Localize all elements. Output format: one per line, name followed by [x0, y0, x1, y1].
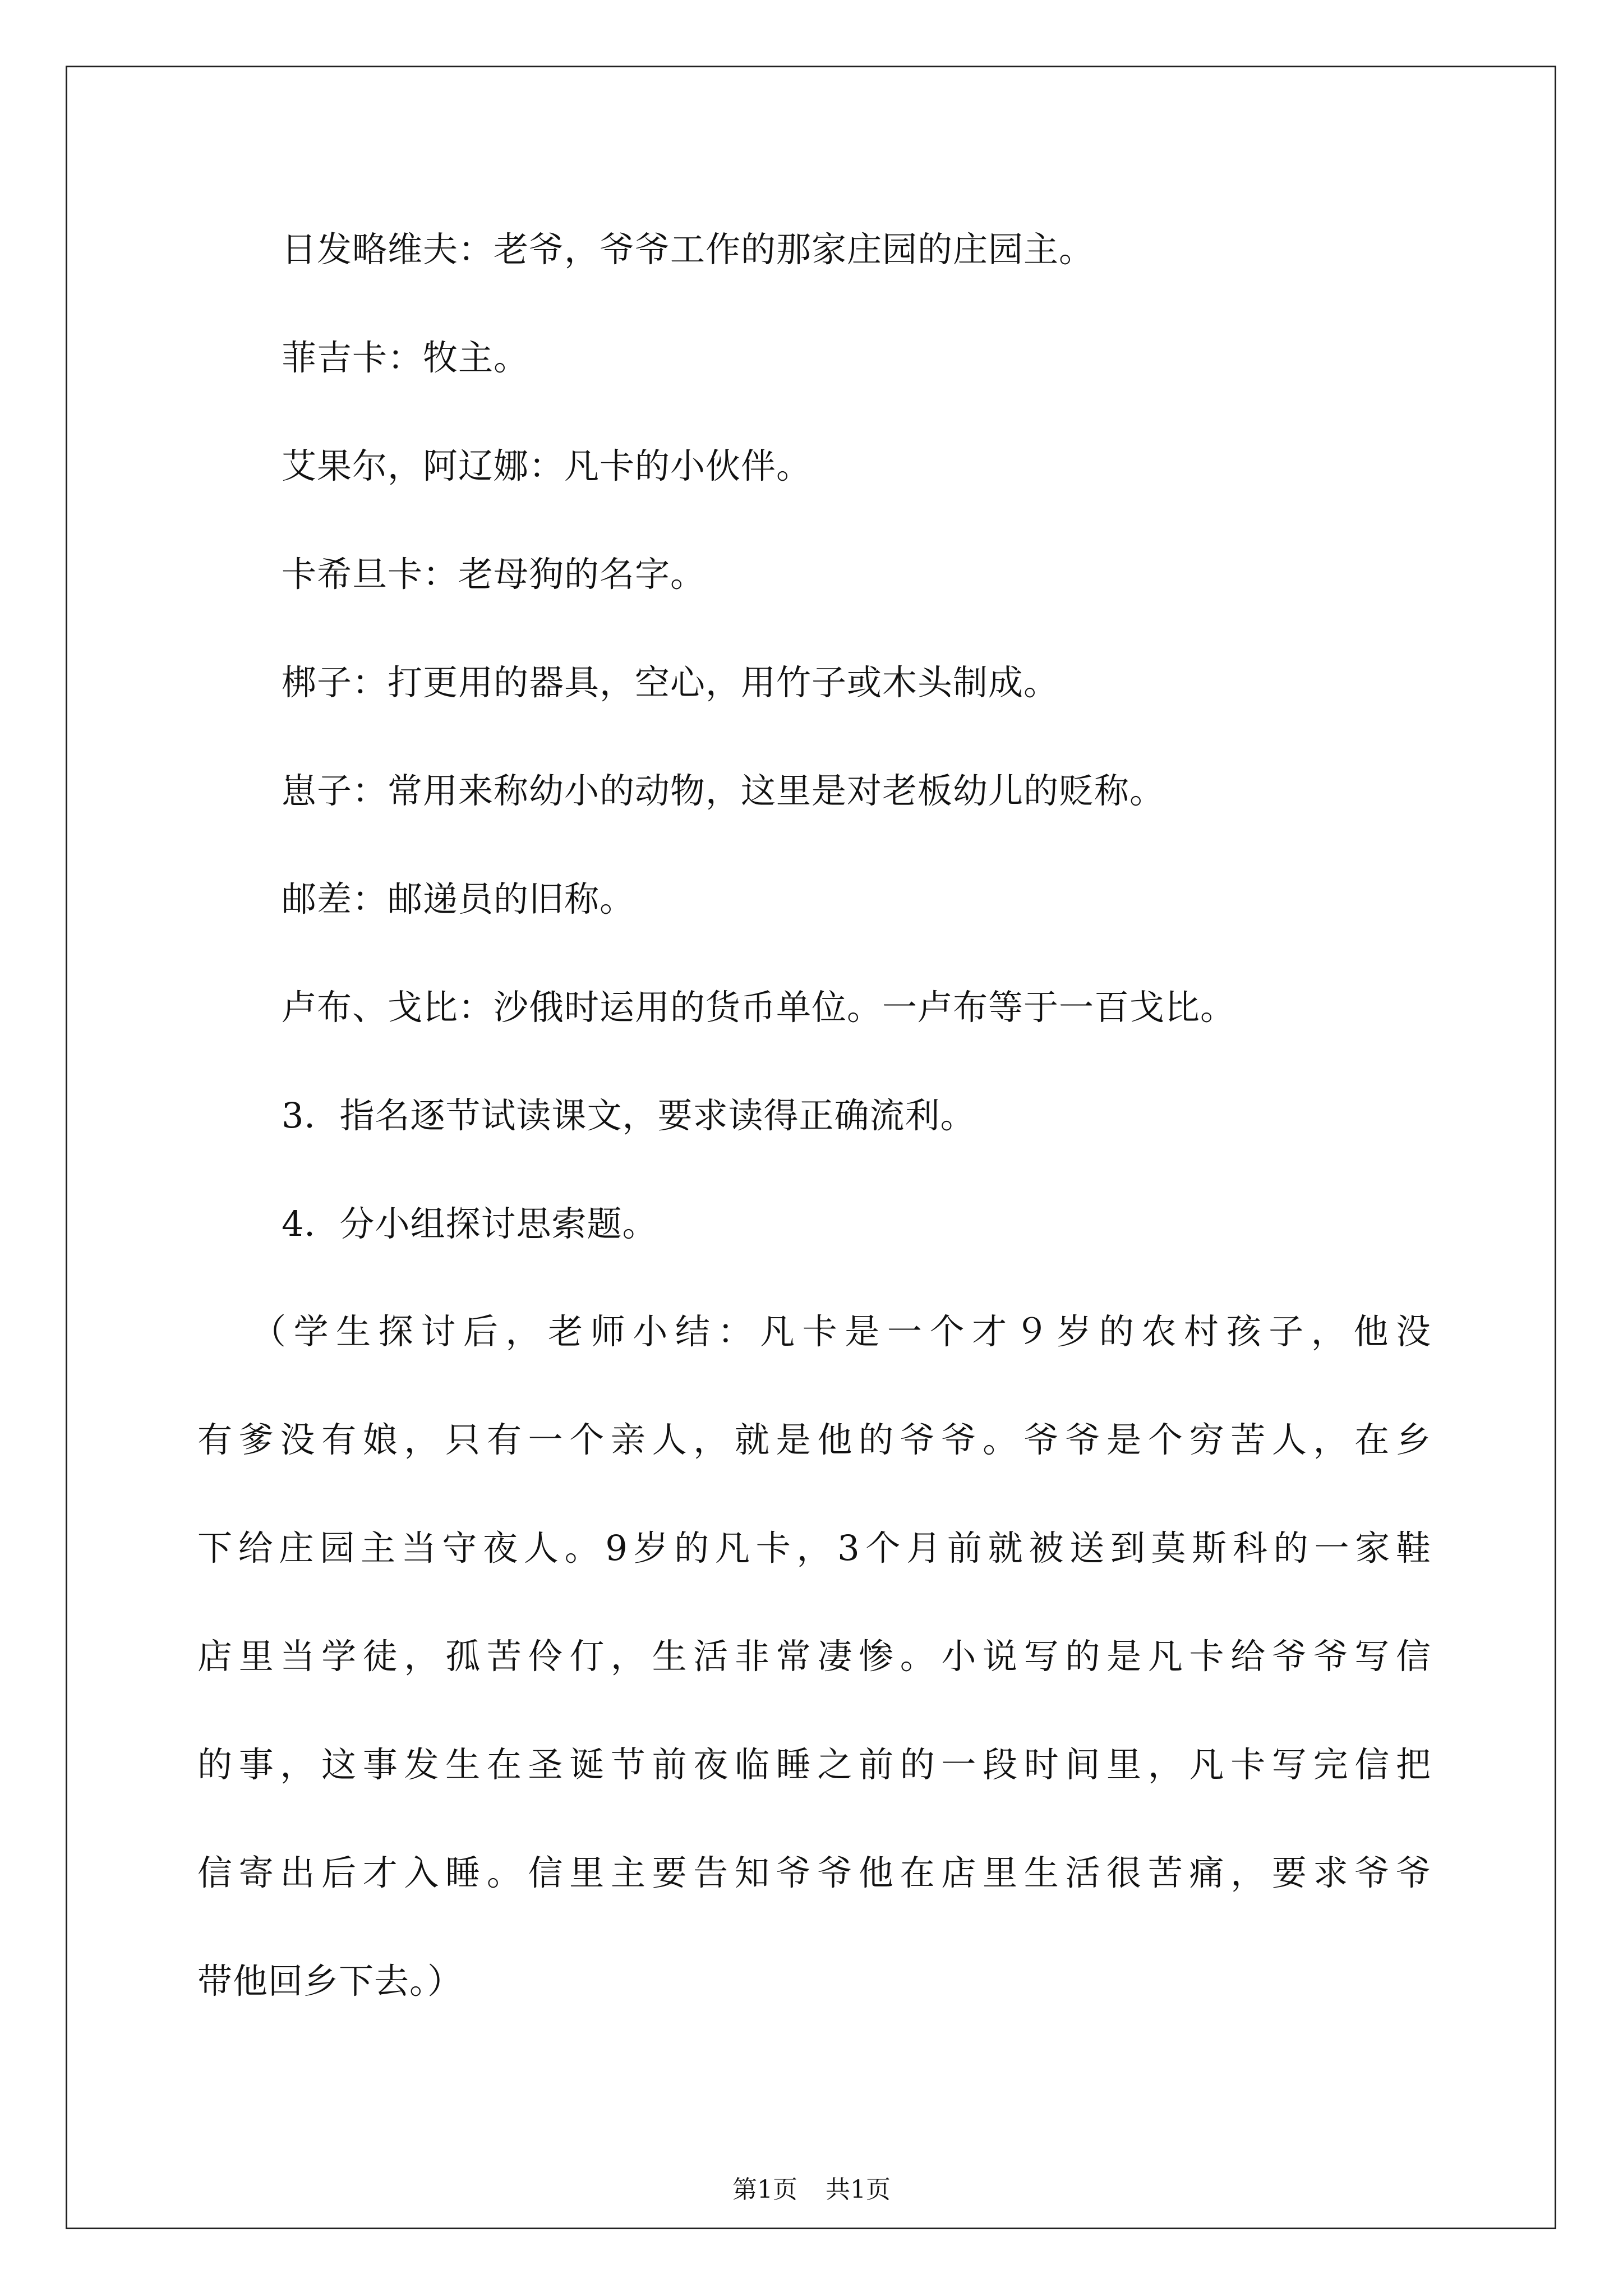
- page-number: 第1页: [732, 2175, 797, 2204]
- summary-line: 的事，这事发生在圣诞节前夜临睡之前的一段时间里，凡卡写完信把: [197, 1744, 1431, 1785]
- definition-line: 卢布、戈比：沙俄时运用的货币单位。一卢布等于一百戈比。: [282, 987, 1236, 1028]
- definition-line: 邮差：邮递员的旧称。: [282, 878, 635, 919]
- summary-line: 信寄出后才入睡。信里主要告知爷爷他在店里生活很苦痛，要求爷爷: [197, 1852, 1431, 1893]
- page-footer: [0, 2174, 1623, 2206]
- page-total: 共1页: [826, 2175, 891, 2204]
- step-line: 4．分小组探讨思索题。: [282, 1203, 658, 1244]
- definition-line: 艾果尔，阿辽娜：凡卡的小伙伴。: [282, 445, 812, 486]
- summary-line: （学生探讨后，老师小结：凡卡是一个才９岁的农村孩子，他没: [251, 1311, 1431, 1352]
- page-border: [66, 66, 1556, 2229]
- definition-line: 日发略维夫：老爷，爷爷工作的那家庄园的庄园主。: [282, 229, 1095, 270]
- step-line: 3．指名逐节试读课文，要求读得正确流利。: [282, 1095, 976, 1136]
- summary-line: 下给庄园主当守夜人。9岁的凡卡，3个月前就被送到莫斯科的一家鞋: [197, 1527, 1431, 1568]
- summary-line: 带他回乡下去。）: [197, 1961, 463, 2001]
- summary-line: 店里当学徒，孤苦伶仃，生活非常凄惨。小说写的是凡卡给爷爷写信: [197, 1636, 1431, 1677]
- definition-line: 菲吉卡：牧主。: [282, 337, 529, 378]
- definition-line: 卡希旦卡：老母狗的名字。: [282, 554, 706, 595]
- definition-line: 崽子：常用来称幼小的动物，这里是对老板幼儿的贬称。: [282, 770, 1165, 811]
- definition-line: 梆子：打更用的器具，空心，用竹子或木头制成。: [282, 662, 1059, 703]
- summary-line: 有爹没有娘，只有一个亲人，就是他的爷爷。爷爷是个穷苦人，在乡: [197, 1419, 1431, 1460]
